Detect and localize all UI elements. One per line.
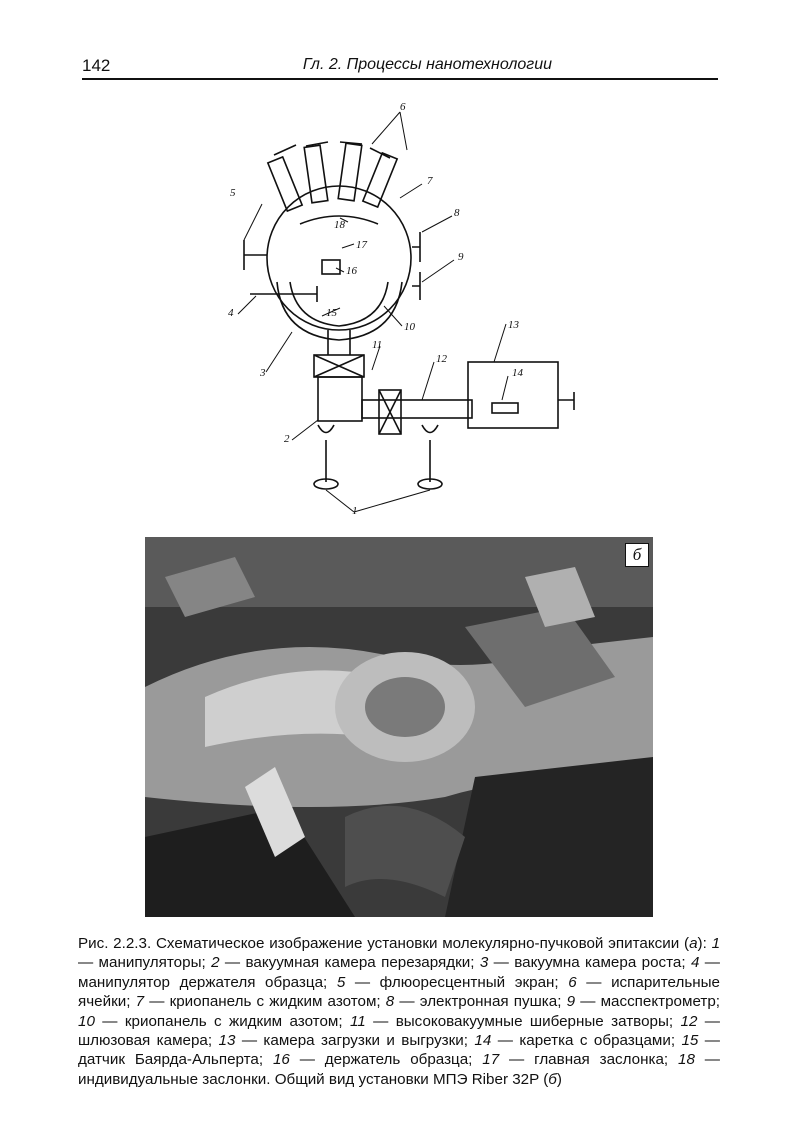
svg-text:18: 18 bbox=[334, 219, 345, 231]
caption-item-number: 6 bbox=[568, 973, 577, 991]
svg-text:7: 7 bbox=[427, 175, 433, 187]
svg-text:1: 1 bbox=[352, 505, 358, 517]
effusion-cells bbox=[268, 142, 397, 211]
svg-text:15: 15 bbox=[326, 307, 337, 319]
caption-item-number: 7 bbox=[135, 993, 145, 1011]
caption-item-number: 11 bbox=[349, 1012, 366, 1030]
svg-text:13: 13 bbox=[508, 319, 519, 331]
ms-flange bbox=[412, 272, 420, 300]
caption-item-text: — криопанель с жидким азотом; bbox=[144, 993, 386, 1011]
caption-item-text: — манипулятор держателя образца; bbox=[78, 954, 720, 991]
figure-caption bbox=[78, 934, 720, 1089]
figure-b-photo bbox=[145, 537, 653, 917]
svg-text:6: 6 bbox=[400, 101, 406, 113]
caption-item-text: — индивидуальные заслонки. bbox=[78, 1051, 720, 1088]
screen-flange bbox=[244, 240, 267, 270]
caption-item-text: — высоковакуумные шиберные затворы; bbox=[365, 1012, 681, 1030]
caption-item-number: 17 bbox=[482, 1051, 500, 1069]
caption-item-text: — масспектрометр; bbox=[575, 993, 721, 1011]
caption-item-number: 12 bbox=[680, 1012, 698, 1030]
caption-item-number: 3 bbox=[479, 954, 489, 972]
caption-item-number: 2 bbox=[211, 954, 220, 972]
caption-item-text: — электронная пушка; bbox=[394, 993, 567, 1011]
caption-lead-end: ): bbox=[697, 935, 712, 952]
caption-items bbox=[78, 935, 720, 1088]
caption-item-number: 14 bbox=[474, 1032, 492, 1050]
svg-text:16: 16 bbox=[346, 265, 357, 277]
caption-lead-a: а bbox=[689, 935, 698, 952]
sample-cassette bbox=[492, 403, 518, 413]
svg-text:12: 12 bbox=[436, 353, 447, 365]
mbe-installation-photo bbox=[145, 537, 653, 917]
caption-item-text: — испарительные ячейки; bbox=[78, 973, 721, 1011]
caption-tail: Общий вид установки МПЭ Riber 32P ( bbox=[274, 1070, 549, 1088]
figure-a-schematic bbox=[222, 100, 592, 520]
loader-flange bbox=[558, 392, 574, 410]
chamber-neck bbox=[328, 330, 350, 355]
caption-item-number: 10 bbox=[78, 1012, 95, 1030]
caption-item-number: 5 bbox=[336, 973, 346, 991]
running-header bbox=[82, 54, 718, 80]
caption-item-number: 1 bbox=[711, 935, 721, 952]
figure-b-label: б bbox=[625, 543, 649, 567]
caption-item-text: — датчик Баярда-Альперта; bbox=[78, 1032, 720, 1069]
caption-item-number: 13 bbox=[218, 1032, 236, 1050]
caption-item-number: 15 bbox=[681, 1032, 699, 1050]
svg-text:11: 11 bbox=[372, 339, 383, 351]
caption-item-text: — вакуумная камера перезарядки; bbox=[219, 954, 480, 972]
transfer-chamber bbox=[318, 377, 362, 421]
caption-item-number: 18 bbox=[678, 1051, 695, 1069]
svg-text:2: 2 bbox=[284, 433, 290, 445]
mbe-schematic-diagram bbox=[222, 100, 592, 520]
svg-text:14: 14 bbox=[512, 367, 523, 379]
caption-item-text: — флюоресцентный экран; bbox=[345, 973, 569, 991]
caption-item-number: 16 bbox=[272, 1051, 290, 1069]
caption-item-number: 9 bbox=[566, 993, 576, 1011]
svg-text:5: 5 bbox=[230, 187, 236, 199]
caption-item-number: 4 bbox=[690, 954, 700, 972]
running-title: Гл. 2. Процессы нанотехнологии bbox=[302, 56, 552, 73]
svg-text:4: 4 bbox=[228, 307, 234, 319]
cryopanel bbox=[277, 282, 402, 340]
svg-text:9: 9 bbox=[458, 251, 464, 263]
caption-lead: Рис. 2.2.3. Схематическое изображение установки молекулярно-пучковой эпитаксии ( bbox=[78, 935, 690, 952]
caption-item-text: — шлюзовая камера; bbox=[78, 1012, 720, 1050]
caption-item-number: 8 bbox=[385, 993, 395, 1011]
caption-item-text: — вакуумна камера роста; bbox=[488, 954, 691, 972]
gun-flange bbox=[412, 232, 420, 262]
svg-text:17: 17 bbox=[356, 239, 367, 251]
caption-tail-b: б bbox=[548, 1070, 557, 1088]
sample-holder bbox=[322, 260, 340, 274]
svg-text:10: 10 bbox=[404, 321, 415, 333]
caption-item-text: — держатель образца; bbox=[289, 1051, 483, 1069]
svg-text:8: 8 bbox=[454, 207, 460, 219]
manipulators bbox=[318, 425, 438, 433]
caption-item-text: — каретка с образцами; bbox=[491, 1032, 682, 1050]
page-number: 142 bbox=[82, 56, 111, 75]
sample-manipulator bbox=[250, 286, 317, 302]
svg-text:3: 3 bbox=[260, 367, 266, 379]
caption-item-text: — главная заслонка; bbox=[499, 1051, 679, 1069]
caption-item-text: — криопанель с жидким азотом; bbox=[94, 1012, 350, 1030]
caption-item-text: — камера загрузки и выгрузки; bbox=[235, 1032, 475, 1050]
caption-item-text: — манипуляторы; bbox=[78, 954, 212, 972]
caption-tail-end: ) bbox=[556, 1070, 562, 1088]
